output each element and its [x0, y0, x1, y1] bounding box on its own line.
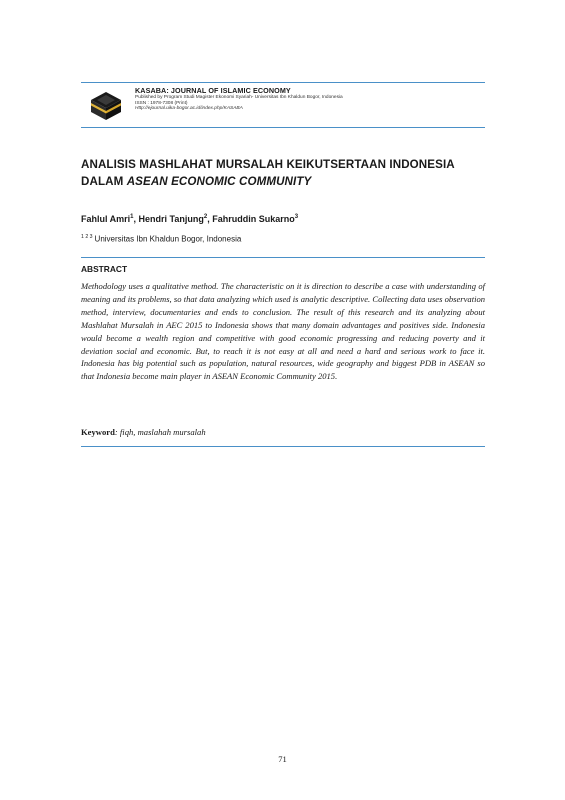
abstract-heading: ABSTRACT [81, 264, 128, 274]
author-superscript: 2 [203, 214, 208, 220]
author-name: Fahruddin Sukarno [212, 214, 295, 224]
author-superscript: 3 [294, 214, 299, 220]
affiliation-superscript: 1 2 3 [81, 234, 93, 240]
article-title-prefix: DALAM [81, 175, 127, 189]
author-name: Fahlul Amri [81, 214, 131, 224]
abstract-bottom-divider [81, 446, 485, 447]
keyword-label: Keyword [81, 427, 115, 437]
author-separator: , [207, 214, 213, 224]
journal-info [135, 87, 485, 112]
journal-title: KASABA: JOURNAL OF ISLAMIC ECONOMY [135, 86, 291, 95]
author-separator: , [133, 214, 139, 224]
journal-logo-icon [89, 90, 123, 122]
author-list [81, 214, 298, 224]
affiliation-text: Universitas Ibn Khaldun Bogor, Indonesia [94, 234, 242, 244]
page-number: 71 [278, 754, 287, 764]
abstract-top-divider [81, 257, 485, 258]
journal-header [81, 82, 485, 128]
author-name: Hendri Tanjung [138, 214, 204, 224]
author-superscript: 1 [130, 214, 134, 220]
article-title-line-2 [81, 173, 491, 190]
author-affiliation [81, 234, 241, 244]
article-title-line-1: ANALISIS MASHLAHAT MURSALAH KEIKUTSERTAAN INDONESIA [81, 158, 455, 171]
article-title [81, 156, 491, 191]
journal-url-link[interactable]: Http://ejournal.uika-bogor.ac.id/index.php/KASABA [135, 106, 243, 112]
journal-issn: ISSN : 1978-7308 (Print) [135, 100, 188, 106]
journal-publisher: Published by Program Studi Magister Ekonomi Syariah- Universitas Ibn Khaldun Bogor, Indonesia [135, 95, 343, 101]
keywords [81, 427, 206, 437]
keyword-value: : fiqh, maslahah mursalah [114, 427, 206, 437]
article-title-italic: ASEAN ECONOMIC COMMUNITY [126, 175, 312, 189]
abstract-body: Methodology uses a qualitative method. The characteristic on it is direction to describe a case with understanding of meaning and its problems, so that data analyzing which used is analytic descriptive. Collecting data uses observation method, interview, documentaries and ends to conclusion. The result of this research and its analyzing about Mashlahat Mursalah in AEC 2015 to Indonesia shows that many domain advantages and positives side. Indonesia would become a wealth region and competitive with good economic progressing and reducing poverty and it deviation social and economic. But, to reach it is not easy at all and need a hard and serious work to face it. Indonesia has big potential such as population, natural resources, wide geography and biggest PDB in ASEAN so that Indonesia become main player in ASEAN Economic Community 2015. [81, 281, 485, 382]
